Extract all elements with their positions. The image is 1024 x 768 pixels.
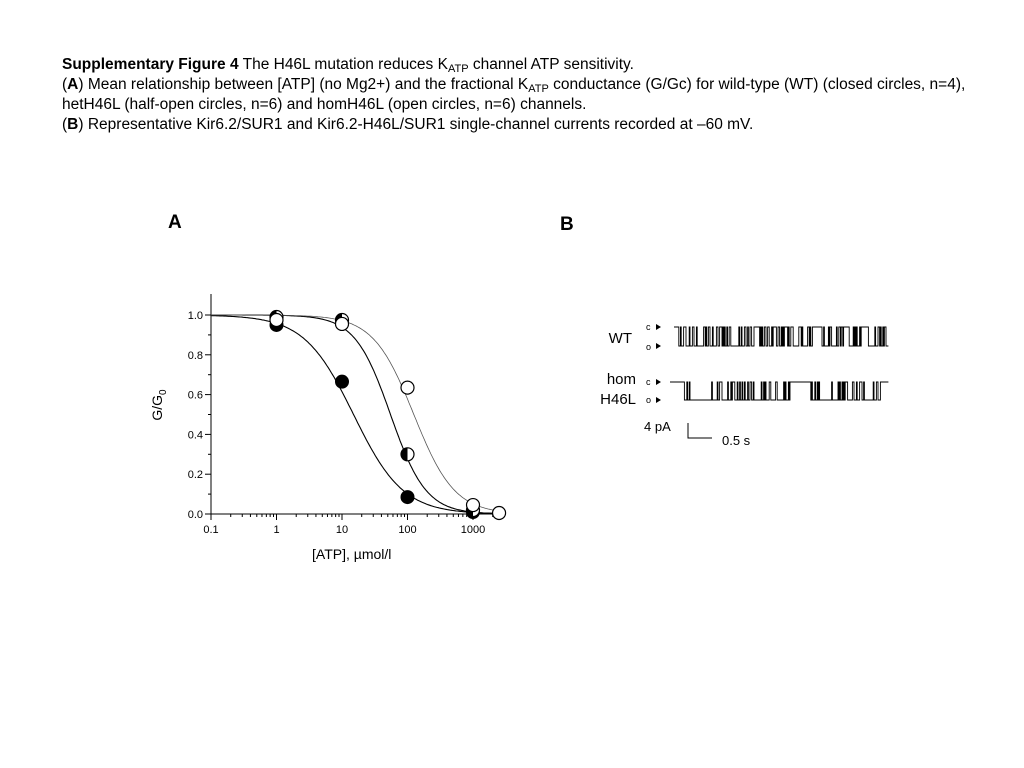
hom-h46l-trace-label: hom H46L bbox=[600, 371, 636, 408]
hom-open-state-label: o bbox=[646, 395, 652, 405]
y-tick-label: 0.8 bbox=[187, 349, 203, 362]
panel-b-label: B bbox=[560, 214, 574, 235]
x-axis-label: [ATP], µmol/l bbox=[312, 546, 392, 562]
wt-closed-state-label: c bbox=[646, 322, 651, 332]
scale-bar bbox=[688, 423, 712, 438]
closed-level-arrow-icon bbox=[656, 324, 661, 330]
fit-curve-half bbox=[211, 315, 504, 514]
open-level-arrow-icon bbox=[656, 397, 661, 403]
x-tick-label: 1000 bbox=[460, 524, 486, 536]
hom-h46l-trace bbox=[670, 382, 888, 400]
caption-panel-b-description: (B) Representative Kir6.2/SUR1 and Kir6.2-H46L/SUR1 single-channel currents recorded at –60 mV. bbox=[62, 116, 754, 133]
fit-curve-closed bbox=[211, 316, 504, 514]
wt-trace bbox=[674, 327, 888, 346]
data-points bbox=[270, 310, 506, 519]
x-tick-label: 1 bbox=[273, 524, 280, 536]
fit-curves bbox=[211, 315, 504, 514]
caption-panel-a-description: (A) Mean relationship between [ATP] (no Mg2+) and the fractional $K_{ATP}$ conductance (G/Gc) for wild-type (WT) (closed circles, n=4), hetH46L (half-open circles, n=6) and homH46L (open circles, n=6) channels. bbox=[62, 76, 966, 113]
wt-open-state-label: o bbox=[646, 342, 652, 352]
single-channel-traces bbox=[656, 324, 888, 438]
x-tick-label: 10 bbox=[335, 524, 349, 536]
time-scale-label: 0.5 s bbox=[722, 433, 751, 448]
fit-curve-open bbox=[211, 315, 504, 512]
y-tick-label: 0.2 bbox=[187, 469, 203, 482]
caption-title-line: Supplementary Figure 4 The H46L mutation reduces $K_{ATP}$ channel ATP sensitivity. bbox=[62, 56, 634, 75]
y-tick-label: 0.4 bbox=[187, 429, 203, 442]
chart-axes bbox=[205, 294, 504, 520]
open-circle-point bbox=[401, 381, 414, 394]
chart-tick-labels bbox=[149, 310, 485, 536]
closed-circle-point bbox=[401, 491, 414, 504]
open-circle-point bbox=[493, 507, 506, 520]
half-open-circle-point bbox=[401, 448, 414, 461]
y-tick-label: 0.0 bbox=[187, 509, 203, 521]
y-tick-label: 1.0 bbox=[187, 310, 203, 322]
y-tick-label: 0.6 bbox=[187, 389, 203, 402]
current-scale-label: 4 pA bbox=[644, 419, 671, 434]
x-tick-label: 100 bbox=[398, 524, 417, 536]
x-tick-label: 0.1 bbox=[203, 524, 219, 536]
closed-level-arrow-icon bbox=[656, 379, 661, 385]
panel-a-label: A bbox=[168, 212, 182, 233]
open-circle-point bbox=[270, 313, 283, 326]
open-level-arrow-icon bbox=[656, 343, 661, 349]
open-circle-point bbox=[467, 499, 480, 512]
wt-trace-label: WT bbox=[608, 330, 632, 347]
caption-figure-number: Supplementary Figure 4 bbox=[62, 56, 239, 73]
y-axis-label: $G/G_0$ bbox=[149, 389, 169, 421]
hom-closed-state-label: c bbox=[646, 377, 651, 387]
closed-circle-point bbox=[336, 375, 349, 388]
open-circle-point bbox=[336, 317, 349, 330]
